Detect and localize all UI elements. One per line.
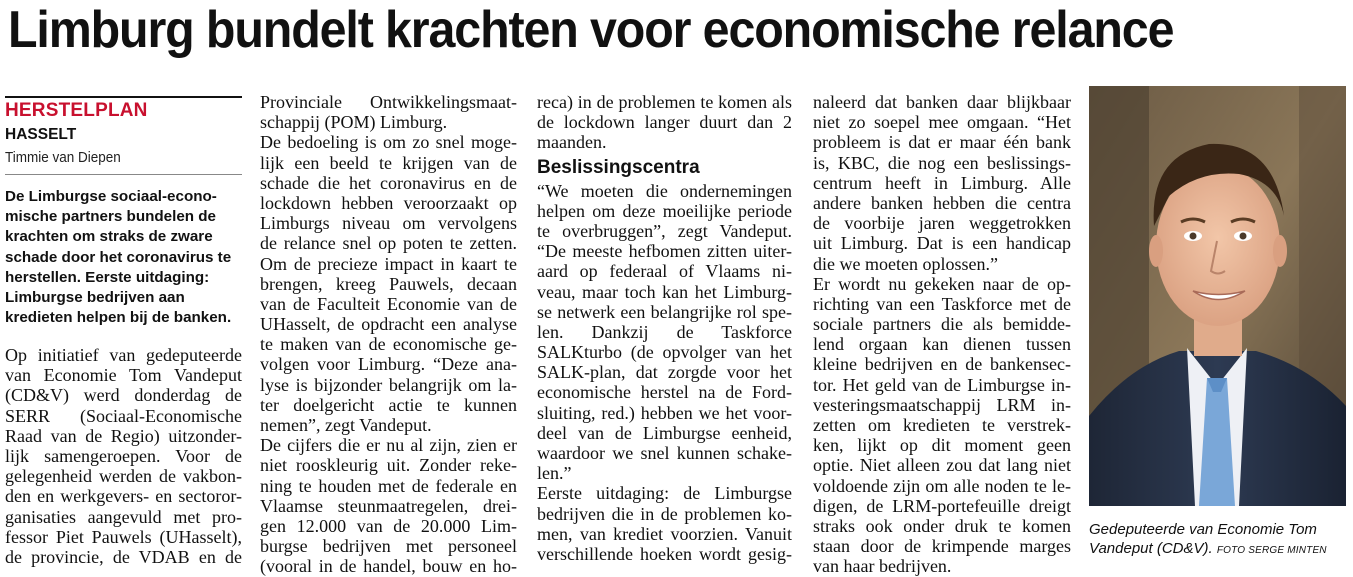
body-line: straks ook onder druk te komen	[813, 515, 1071, 536]
body-line: economische herstel na de Ford-	[537, 382, 792, 403]
body-line: maanden.	[537, 132, 607, 153]
body-line: “De meeste hefbomen zitten uiter-	[537, 241, 792, 262]
body-line: niet rooskleurig uit. Zonder reke-	[260, 455, 517, 476]
body-line: nemen”, zegt Vandeput.	[260, 415, 432, 435]
lead-line: Limburgse bedrijven aan	[5, 288, 185, 306]
body-line: reca) in de problemen te komen als	[537, 92, 792, 112]
body-line: Op initiatief van gedeputeerde	[5, 345, 242, 365]
body-line: brengen, kreeg Pauwels, decaan	[260, 273, 517, 294]
body-line: De bedoeling is om zo snel moge-	[260, 132, 517, 153]
body-line: Raad van de Regio) uitzonder-	[5, 425, 242, 446]
body-line: centrum heeft in Limburg. Alle	[813, 172, 1071, 193]
body-line: is, KBC, die nog een beslissings-	[813, 152, 1071, 173]
body-line: ning te houden met de federale en	[260, 475, 517, 496]
body-line: se netwerk een belangrijke rol spe-	[537, 301, 792, 322]
body-line: van de Faculteit Economie van de	[260, 293, 517, 314]
body-line: verschillende hoeken wordt gesig-	[537, 543, 792, 564]
body-line: de lockdown langer duurt dan 2	[537, 112, 792, 133]
body-line: lijk samengeroepen. Voor de	[5, 445, 242, 466]
lead-paragraph	[5, 186, 242, 327]
body-line: fessor Piet Pauwels (UHasselt),	[5, 526, 242, 547]
body-line: voldoende zijn om alle noden te le-	[813, 475, 1071, 496]
lead-line: De Limburgse sociaal-econo-	[5, 188, 217, 205]
body-line: Provinciale Ontwikkelingsmaat-	[260, 92, 517, 112]
body-line: den en werkgevers- en sectoror-	[5, 486, 242, 507]
headline: Limburg bundelt krachten voor economische relance	[8, 1, 1174, 59]
body-line: De cijfers die er nu al zijn, zien er	[260, 435, 517, 456]
body-line: andere banken hebben die centra	[813, 192, 1071, 213]
body-line: niet zo soepel mee omgaan. “Het	[813, 112, 1071, 133]
body-line: ken, lijkt op dit moment geen	[813, 435, 1071, 456]
portrait-photo	[1089, 86, 1346, 506]
subhead: Beslissingscentra	[537, 156, 700, 178]
lead-line: schade door het coronavirus te	[5, 248, 232, 266]
body-line: digen, de LRM-portefeuille dreigt	[813, 495, 1071, 516]
body-line: schappij (POM) Limburg.	[260, 112, 448, 133]
body-line: SERR (Sociaal-Economische	[5, 405, 242, 426]
body-line: men, van krediet voorzien. Vanuit	[537, 523, 792, 544]
body-line: volgen voor Limburg. “Deze ana-	[260, 354, 517, 375]
body-line: die we moeten oplossen.”	[813, 253, 998, 274]
body-line: (CD&V) werd donderdag de	[5, 385, 242, 406]
body-column-3	[537, 92, 792, 564]
body-line: Eerste uitdaging: de Limburgse	[537, 483, 792, 504]
lead-line: herstellen. Eerste uitdaging:	[5, 268, 210, 286]
body-line: gelegenheid werden de vakbon-	[5, 466, 242, 487]
body-line: (vooral in de handel, bouw en ho-	[260, 556, 517, 577]
body-column-1	[5, 345, 242, 567]
body-line: Er wordt nu gekeken naar de op-	[813, 273, 1071, 294]
body-line: de voorbije jaren weggetrokken	[813, 213, 1071, 234]
author-byline: Timmie van Diepen	[5, 149, 121, 166]
body-line: vesteringsmaatschappij LRM in-	[813, 394, 1071, 415]
kicker: HERSTELPLAN	[5, 100, 148, 121]
body-line: de relance snel op poten te zetten.	[260, 233, 517, 254]
body-line: lockdown hebben veroorzaakt op	[260, 192, 517, 213]
body-line: SALK-plan, dat zorgde voor het	[537, 362, 792, 383]
body-line: Om de precieze impact in kaart te	[260, 253, 517, 274]
body-line: Limburgs niveau om vervolgens	[260, 213, 517, 234]
lead-line: kredieten helpen bij de banken.	[5, 309, 232, 327]
body-line: aard op federaal of Vlaams ni-	[537, 261, 792, 282]
body-line: sluiting, red.) hebben we het voor-	[537, 402, 792, 423]
body-line: richting van een Taskforce met de	[813, 293, 1071, 314]
body-line: “We moeten die ondernemingen	[537, 180, 792, 201]
body-line: schade die het coronavirus en de	[260, 172, 517, 193]
body-line: lyse is bijzonder belangrijk om la-	[260, 374, 517, 395]
body-line: de provincie, de VDAB en de	[5, 546, 242, 567]
kicker-rule	[5, 96, 242, 98]
body-line: SALKturbo (de opvolger van het	[537, 342, 792, 363]
body-column-2	[260, 92, 517, 577]
dateline: HASSELT	[5, 126, 77, 143]
body-line: staan door de krimpende marges	[813, 536, 1071, 557]
caption-line: Vandeput (CD&V).	[1089, 540, 1213, 557]
body-line: uit Limburg. Dat is een handicap	[813, 233, 1071, 254]
lead-line: krachten om straks de zware	[5, 228, 213, 246]
body-line: Vlaamse steunmaatregelen, drei-	[260, 495, 517, 516]
caption-line: Gedeputeerde van Economie Tom	[1089, 521, 1317, 538]
body-line: kleine bedrijven en de bankensec-	[813, 354, 1071, 375]
body-line: van haar bedrijven.	[813, 556, 952, 577]
body-line: van Economie Tom Vandeput	[5, 365, 242, 386]
body-line: lijk een beeld te krijgen van de	[260, 152, 517, 173]
body-line: bedrijven die in de problemen ko-	[537, 503, 792, 524]
body-line: burgse bedrijven met personeel	[260, 536, 517, 557]
body-column-4	[813, 92, 1071, 577]
body-line: sociale partners die als bemidde-	[813, 314, 1071, 335]
body-line: len. Dankzij de Taskforce	[537, 321, 792, 342]
body-line: len.”	[537, 463, 572, 484]
body-line: probleem is dat er maar één bank	[813, 132, 1071, 153]
body-line: lend orgaan kan dienen tussen	[813, 334, 1071, 355]
body-line: veau, maar toch kan het Limburg-	[537, 281, 792, 302]
body-line: gen 12.000 van de 20.000 Lim-	[260, 515, 517, 536]
lead-line: mische partners bundelen de	[5, 208, 216, 226]
photo-credit: FOTO SERGE MINTEN	[1216, 545, 1327, 556]
body-line: ganisaties aangevuld met pro-	[5, 506, 242, 527]
body-line: te overbruggen”, zegt Vandeput.	[537, 220, 792, 241]
body-line: helpen om deze moeilijke periode	[537, 200, 792, 221]
body-line: waardoor we snel kunnen schake-	[537, 443, 792, 463]
body-line: te maken van de economische ge-	[260, 334, 517, 355]
photo-caption	[1089, 520, 1346, 560]
body-line: optie. Niet alleen zou dat lang niet	[813, 455, 1071, 476]
body-line: deel van de Limburgse eenheid,	[537, 422, 792, 443]
body-line: ter doelgericht actie te kunnen	[260, 394, 517, 415]
body-line: UHasselt, de opdracht een analyse	[260, 314, 517, 335]
body-line: zetten om kredieten te verstrek-	[813, 415, 1071, 435]
body-line: naleerd dat banken daar blijkbaar	[813, 92, 1071, 112]
byline-rule	[5, 174, 242, 175]
body-line: tor. Het geld van de Limburgse in-	[813, 374, 1071, 395]
